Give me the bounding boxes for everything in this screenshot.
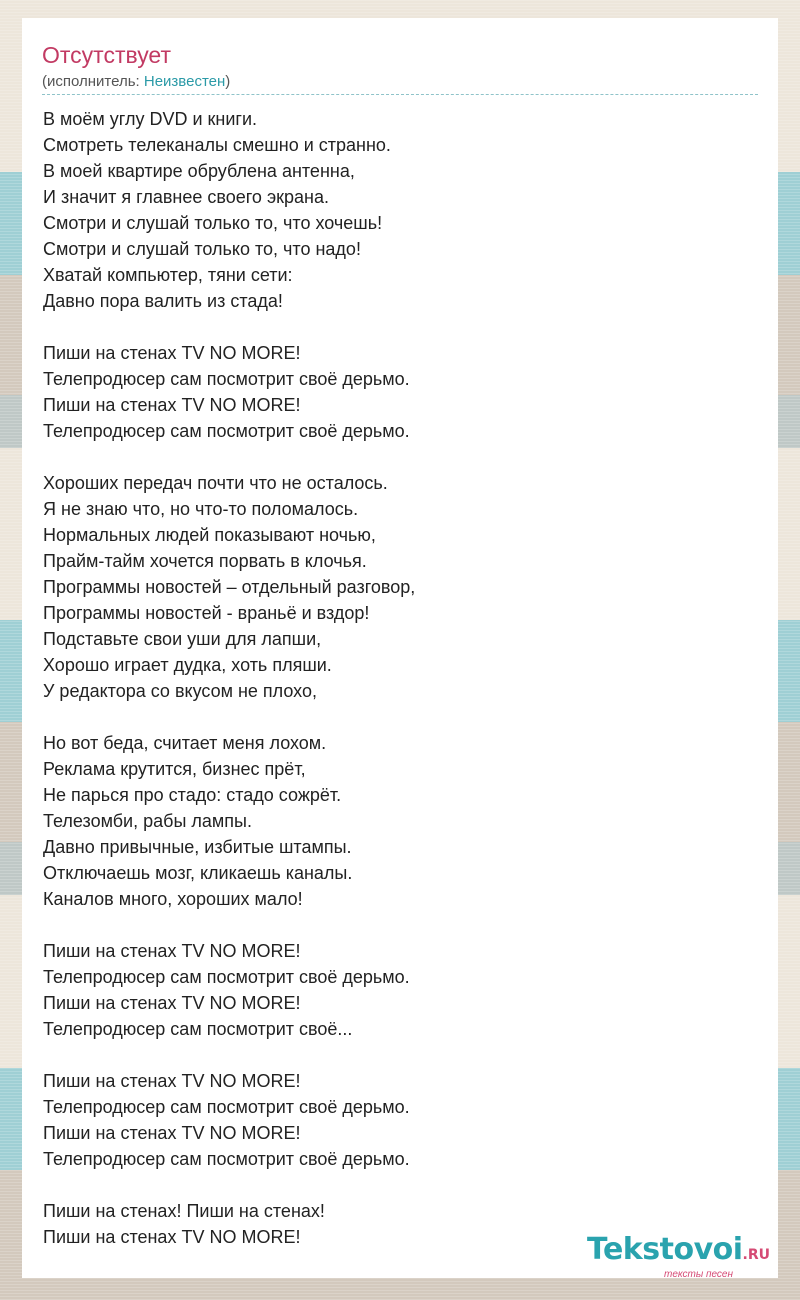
lyrics-line: У редактора со вкусом не плохо, xyxy=(43,681,317,701)
lyrics-line: Пиши на стенах TV NO MORE! xyxy=(43,395,301,415)
lyrics-line: Смотри и слушай только то, что хочешь! xyxy=(43,213,383,233)
lyrics-line: Смотри и слушай только то, что надо! xyxy=(43,239,361,259)
song-title: Отсутствует xyxy=(42,42,171,68)
lyrics-line: И значит я главнее своего экрана. xyxy=(43,187,329,207)
lyrics-line: Давно пора валить из стада! xyxy=(43,291,283,311)
lyrics-line: Отключаешь мозг, кликаешь каналы. xyxy=(43,863,353,883)
lyrics-stanza xyxy=(43,1068,743,1172)
lyrics-line: Смотреть телеканалы смешно и странно. xyxy=(43,135,391,155)
lyrics-line: Пиши на стенах TV NO MORE! xyxy=(43,1123,301,1143)
lyrics-stanza xyxy=(43,106,743,314)
lyrics-line: Телепродюсер сам посмотрит своё дерьмо. xyxy=(43,421,410,441)
lyrics-stanza xyxy=(43,938,743,1042)
logo-main-text: Tekstovoi xyxy=(586,1232,743,1267)
artist-suffix: ) xyxy=(225,73,231,90)
lyrics-line: Программы новостей – отдельный разговор, xyxy=(43,577,416,597)
lyrics-stanza xyxy=(43,470,743,704)
lyrics-line: Программы новостей - враньё и вздор! xyxy=(43,603,370,623)
lyrics-card xyxy=(22,18,778,1278)
lyrics-line: Телезомби, рабы лампы. xyxy=(43,811,252,831)
lyrics-line: Пиши на стенах TV NO MORE! xyxy=(43,941,301,961)
lyrics-line: Не парься про стадо: стадо сожрёт. xyxy=(43,785,342,805)
lyrics-line: Хорошо играет дудка, хоть пляши. xyxy=(43,655,332,675)
lyrics-line: Давно привычные, избитые штампы. xyxy=(43,837,352,857)
lyrics-line: Пиши на стенах TV NO MORE! xyxy=(43,1227,301,1247)
lyrics-line: Пиши на стенах TV NO MORE! xyxy=(43,1071,301,1091)
lyrics-line: Хороших передач почти что не осталось. xyxy=(43,473,388,493)
lyrics-line: Прайм-тайм хочется порвать в клочья. xyxy=(43,551,367,571)
lyrics-line: Нормальных людей показывают ночью, xyxy=(43,525,376,545)
lyrics-line: Пиши на стенах TV NO MORE! xyxy=(43,343,301,363)
lyrics-line: Но вот беда, считает меня лохом. xyxy=(43,733,327,753)
lyrics-line: В моей квартире обрублена антенна, xyxy=(43,161,355,181)
lyrics-line: Телепродюсер сам посмотрит своё дерьмо. xyxy=(43,1097,410,1117)
lyrics-stanza xyxy=(43,340,743,444)
artist-link[interactable]: Неизвестен xyxy=(143,73,226,90)
lyrics-stanza xyxy=(43,730,743,912)
artist-line xyxy=(42,73,230,90)
lyrics-line: Телепродюсер сам посмотрит своё дерьмо. xyxy=(43,967,410,987)
logo-tld: .RU xyxy=(742,1247,770,1263)
lyrics-line: Пиши на стенах! Пиши на стенах! xyxy=(43,1201,325,1221)
title-divider xyxy=(42,94,758,95)
lyrics-line: Подставьте свои уши для лапши, xyxy=(43,629,322,649)
lyrics-line: Я не знаю что, но что-то поломалось. xyxy=(43,499,359,519)
lyrics-body xyxy=(43,106,743,1276)
logo-tagline: тексты песен xyxy=(664,1269,733,1280)
lyrics-line: Телепродюсер сам посмотрит своё дерьмо. xyxy=(43,369,410,389)
site-logo[interactable] xyxy=(586,1232,770,1280)
lyrics-line: Хватай компьютер, тяни сети: xyxy=(43,265,293,285)
lyrics-line: Реклама крутится, бизнес прёт, xyxy=(43,759,306,779)
lyrics-line: Пиши на стенах TV NO MORE! xyxy=(43,993,301,1013)
lyrics-line: Каналов много, хороших мало! xyxy=(43,889,303,909)
lyrics-line: Телепродюсер сам посмотрит своё... xyxy=(43,1019,353,1039)
artist-prefix: (исполнитель: xyxy=(42,73,144,90)
lyrics-line: Телепродюсер сам посмотрит своё дерьмо. xyxy=(43,1149,410,1169)
lyrics-line: В моём углу DVD и книги. xyxy=(43,109,258,129)
